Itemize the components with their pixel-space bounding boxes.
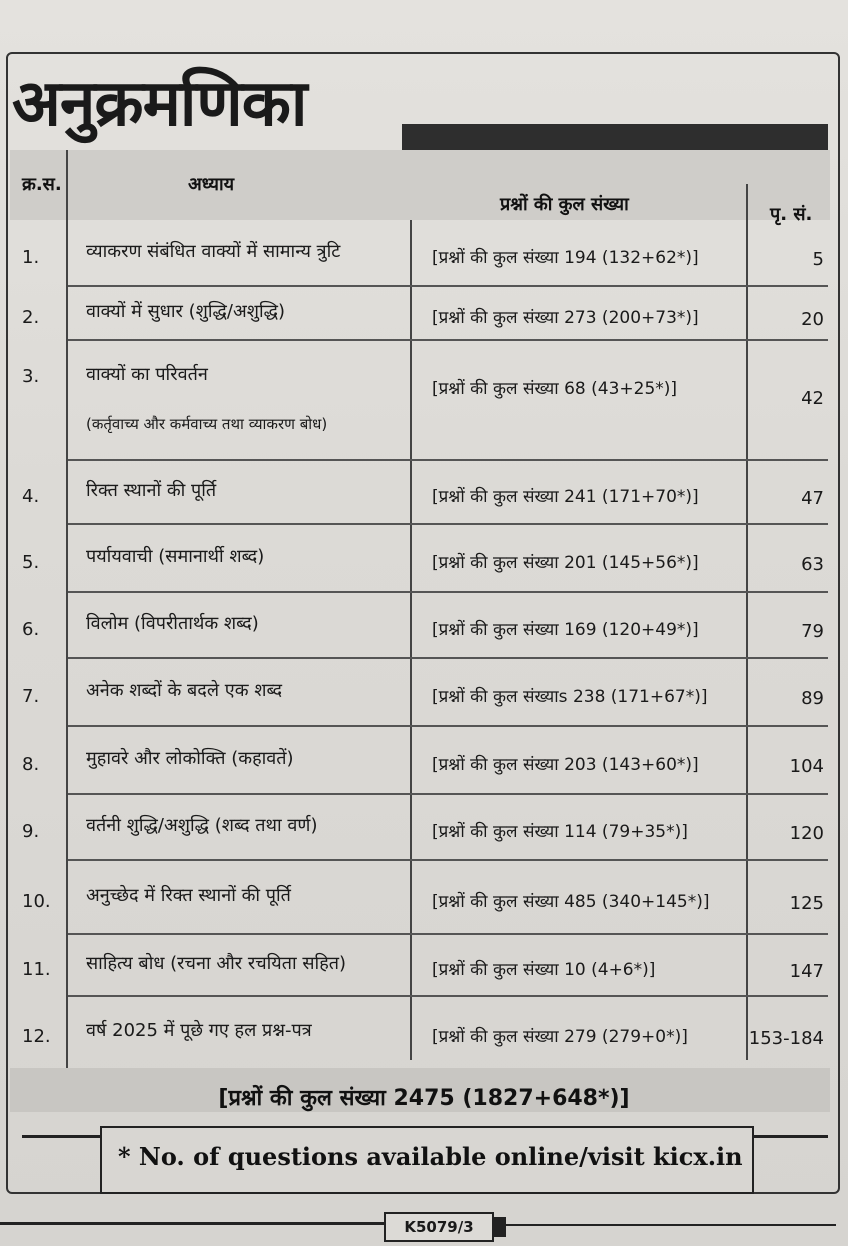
row-chapter: साहित्य बोध (रचना और रचयिता सहित) <box>86 953 347 974</box>
row-questions: [प्रश्नों की कुल संख्या 114 (79+35*)] <box>432 822 688 842</box>
row-chapter: अनुच्छेद में रिक्त स्थानों की पूर्ति <box>86 885 291 906</box>
row-chapter: पर्यायवाची (समानार्थी शब्द) <box>86 546 265 567</box>
row-chapter-sub: (कर्तृवाच्य और कर्मवाच्य तथा व्याकरण बोध) <box>86 415 328 433</box>
table-header <box>10 150 830 220</box>
row-chapter: विलोम (विपरीतार्थक शब्द) <box>86 613 259 634</box>
row-chapter: वाक्यों में सुधार (शुद्धि/अशुद्धि) <box>86 301 286 322</box>
online-note: * No. of questions available online/visit kicx.in <box>118 1142 743 1171</box>
row-questions: [प्रश्नों की कुल संख्या 194 (132+62*)] <box>432 248 699 268</box>
row-questions: [प्रश्नों की कुल संख्या 273 (200+73*)] <box>432 308 699 328</box>
row-questions: [प्रश्नों की कुल संख्या 203 (143+60*)] <box>432 755 699 775</box>
row-page: 153-184 <box>748 1028 824 1049</box>
row-chapter: व्याकरण संबंधित वाक्यों में सामान्य त्रुटि <box>86 241 341 262</box>
row-page: 147 <box>789 961 824 982</box>
row-sno: 9. <box>22 821 40 842</box>
row-sno: 5. <box>22 552 40 573</box>
row-chapter: वर्तनी शुद्धि/अशुद्धि (शब्द तथा वर्ण) <box>86 815 318 836</box>
footer-line-left <box>0 1222 384 1225</box>
row-sno: 4. <box>22 486 40 507</box>
row-chapter: वाक्यों का परिवर्तन <box>86 364 208 385</box>
row-chapter: वर्ष 2025 में पूछे गए हल प्रश्न-पत्र <box>86 1020 312 1041</box>
row-page: 20 <box>801 309 824 330</box>
row-questions: [प्रश्नों की कुल संख्या 241 (171+70*)] <box>432 487 699 507</box>
row-page: 47 <box>801 488 824 509</box>
row-page: 42 <box>801 388 824 409</box>
header-page: पृ. सं. <box>770 204 813 225</box>
row-page: 63 <box>801 554 824 575</box>
row-page: 120 <box>789 823 824 844</box>
row-questions: [प्रश्नों की कुल संख्या 10 (4+6*)] <box>432 960 656 980</box>
row-questions: [प्रश्नों की कुल संख्या 169 (120+49*)] <box>432 620 699 640</box>
row-chapter: अनेक शब्दों के बदले एक शब्द <box>86 680 283 701</box>
header-chapter: अध्याय <box>188 174 235 195</box>
row-sno: 6. <box>22 619 40 640</box>
row-sno: 3. <box>22 366 40 387</box>
row-page: 5 <box>812 249 824 270</box>
row-sno: 1. <box>22 247 40 268</box>
header-sno: क्र.स. <box>22 174 62 195</box>
row-page: 104 <box>789 756 824 777</box>
row-questions: [प्रश्नों की कुल संख्याs 238 (171+67*)] <box>432 687 708 707</box>
row-sno: 2. <box>22 307 40 328</box>
row-page: 125 <box>789 893 824 914</box>
footer-line-right <box>506 1224 836 1226</box>
page-title: अनुक्रमणिका <box>12 67 307 141</box>
row-sno: 7. <box>22 686 40 707</box>
row-questions: [प्रश्नों की कुल संख्या 485 (340+145*)] <box>432 892 710 912</box>
row-sno: 12. <box>22 1026 51 1047</box>
footer-code: K5079/3 <box>384 1212 494 1242</box>
footer-code-cap <box>494 1217 506 1237</box>
row-questions: [प्रश्नों की कुल संख्या 68 (43+25*)] <box>432 379 678 399</box>
row-chapter: मुहावरे और लोकोक्ति (कहावतें) <box>86 748 294 769</box>
row-questions: [प्रश्नों की कुल संख्या 279 (279+0*)] <box>432 1027 688 1047</box>
row-sno: 10. <box>22 891 51 912</box>
table-row <box>10 340 830 460</box>
row-page: 79 <box>801 621 824 642</box>
row-chapter: रिक्त स्थानों की पूर्ति <box>86 480 217 501</box>
row-page: 89 <box>801 688 824 709</box>
row-sno: 11. <box>22 959 51 980</box>
header-questions: प्रश्नों की कुल संख्या <box>500 194 629 215</box>
total-questions: [प्रश्नों की कुल संख्या 2475 (1827+648*)] <box>218 1086 630 1111</box>
row-questions: [प्रश्नों की कुल संख्या 201 (145+56*)] <box>432 553 699 573</box>
row-sno: 8. <box>22 754 40 775</box>
